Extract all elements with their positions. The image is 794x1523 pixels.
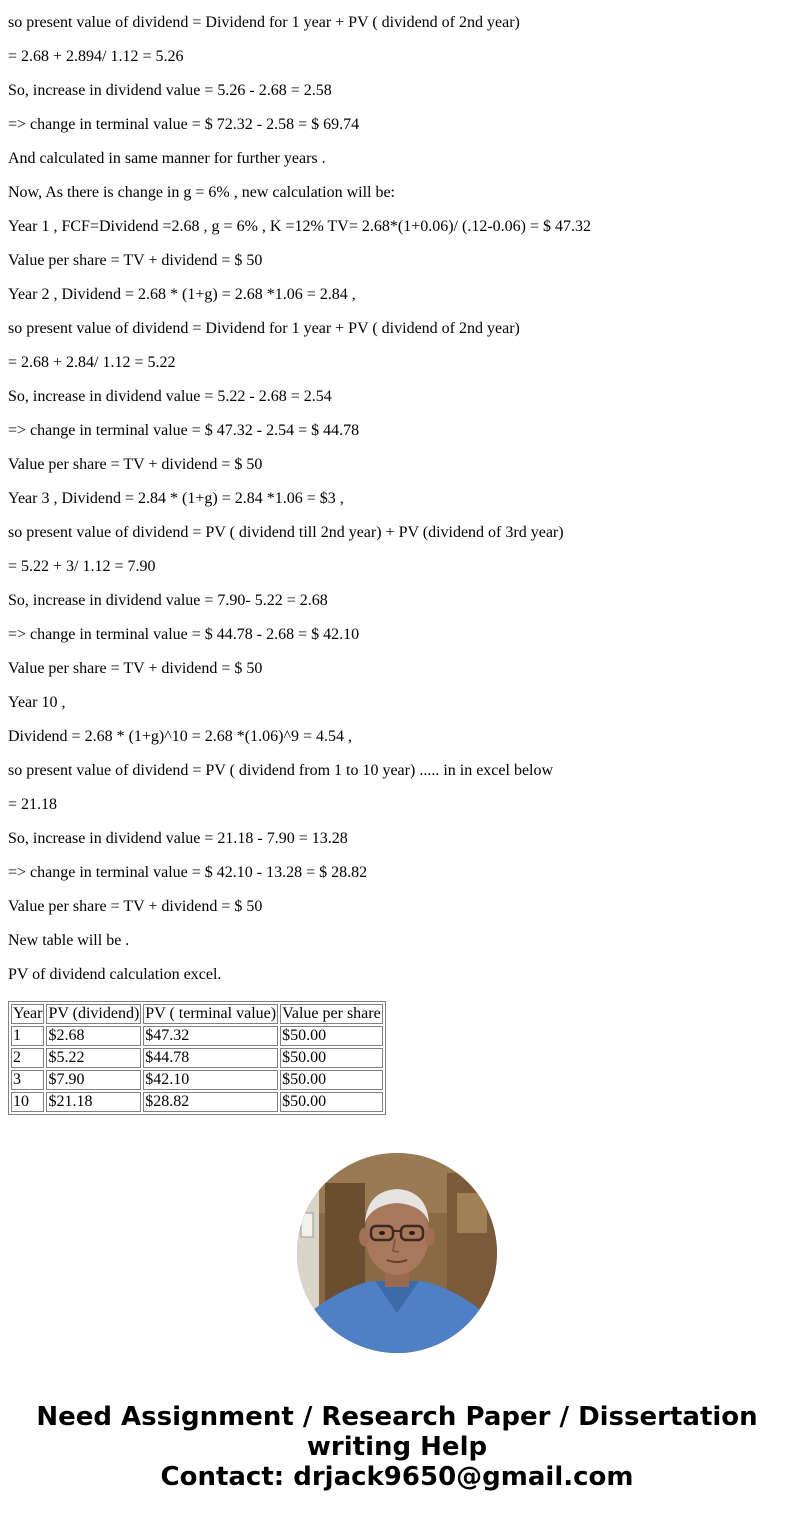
table-cell: 2: [11, 1048, 44, 1068]
table-cell: $47.32: [143, 1026, 278, 1046]
table-cell: $50.00: [280, 1070, 383, 1090]
table-row: [11, 1048, 383, 1068]
table-header-cell: PV ( terminal value): [145, 1005, 277, 1022]
text-line: => change in terminal value = $ 44.78 - 2.68 = $ 42.10: [8, 626, 360, 643]
table-header-cell: PV (dividend): [48, 1005, 140, 1022]
table-cell: $7.90: [46, 1070, 141, 1090]
text-line: Year 3 , Dividend = 2.84 * (1+g) = 2.84 *1.06 = $3 ,: [8, 490, 344, 507]
author-avatar: [297, 1153, 497, 1353]
text-line: Year 1 , FCF=Dividend =2.68 , g = 6% , K =12% TV= 2.68*(1+0.06)/ (.12-0.06) = $ 47.32: [8, 218, 591, 235]
text-line: Dividend = 2.68 * (1+g)^10 = 2.68 *(1.06)^9 = 4.54 ,: [8, 728, 352, 745]
text-line: so present value of dividend = Dividend for 1 year + PV ( dividend of 2nd year): [8, 14, 520, 31]
text-line: Value per share = TV + dividend = $ 50: [8, 660, 263, 677]
text-line: so present value of dividend = Dividend for 1 year + PV ( dividend of 2nd year): [8, 320, 520, 337]
text-line: New table will be .: [8, 932, 130, 949]
table-cell: 3: [11, 1070, 44, 1090]
text-line: So, increase in dividend value = 21.18 - 7.90 = 13.28: [8, 830, 348, 847]
table-cell: 10: [11, 1092, 44, 1112]
text-line: Value per share = TV + dividend = $ 50: [8, 898, 263, 915]
text-line: => change in terminal value = $ 47.32 - 2.54 = $ 44.78: [8, 422, 360, 439]
contact-footer: [0, 1402, 794, 1492]
table-header-cell: Year: [13, 1005, 43, 1022]
text-line: = 21.18: [8, 796, 58, 813]
text-line: PV of dividend calculation excel.: [8, 966, 222, 983]
text-line: Year 2 , Dividend = 2.68 * (1+g) = 2.68 *1.06 = 2.84 ,: [8, 286, 356, 303]
table-cell: $42.10: [143, 1070, 278, 1090]
text-line: = 5.22 + 3/ 1.12 = 7.90: [8, 558, 156, 575]
text-line: => change in terminal value = $ 72.32 - 2.58 = $ 69.74: [8, 116, 360, 133]
footer-contact-email: Contact: drjack9650@gmail.com: [160, 1462, 634, 1492]
table-cell: $50.00: [280, 1048, 383, 1068]
text-line: Year 10 ,: [8, 694, 66, 711]
footer-heading-line-1: Need Assignment / Research Paper / Dissertation: [36, 1402, 758, 1432]
table-header-row: [11, 1004, 383, 1024]
text-line: so present value of dividend = PV ( dividend till 2nd year) + PV (dividend of 3rd year): [8, 524, 564, 541]
text-line: = 2.68 + 2.894/ 1.12 = 5.26: [8, 48, 184, 65]
text-line: Value per share = TV + dividend = $ 50: [8, 456, 263, 473]
pv-table: [8, 1001, 386, 1115]
table-cell: $28.82: [143, 1092, 278, 1112]
footer-heading-line-2: writing Help: [306, 1432, 488, 1462]
text-line: So, increase in dividend value = 5.26 - 2.68 = 2.58: [8, 82, 332, 99]
author-portrait-icon: [297, 1153, 497, 1353]
text-line: Value per share = TV + dividend = $ 50: [8, 252, 263, 269]
table-row: [11, 1026, 383, 1046]
table-cell: $44.78: [143, 1048, 278, 1068]
text-line: so present value of dividend = PV ( dividend from 1 to 10 year) ..... in in excel below: [8, 762, 554, 779]
text-line: => change in terminal value = $ 42.10 - 13.28 = $ 28.82: [8, 864, 368, 881]
table-cell: $2.68: [46, 1026, 141, 1046]
table-row: [11, 1092, 383, 1112]
table-cell: $50.00: [280, 1026, 383, 1046]
table-cell: $50.00: [280, 1092, 383, 1112]
text-line: Now, As there is change in g = 6% , new calculation will be:: [8, 184, 395, 201]
table-cell: $21.18: [46, 1092, 141, 1112]
table-row: [11, 1070, 383, 1090]
table-header-cell: Value per share: [282, 1005, 381, 1022]
text-line: So, increase in dividend value = 7.90- 5.22 = 2.68: [8, 592, 328, 609]
document-body: [8, 10, 788, 996]
table-cell: 1: [11, 1026, 44, 1046]
text-line: So, increase in dividend value = 5.22 - 2.68 = 2.54: [8, 388, 332, 405]
text-line: And calculated in same manner for further years .: [8, 150, 326, 167]
text-line: = 2.68 + 2.84/ 1.12 = 5.22: [8, 354, 176, 371]
table-cell: $5.22: [46, 1048, 141, 1068]
